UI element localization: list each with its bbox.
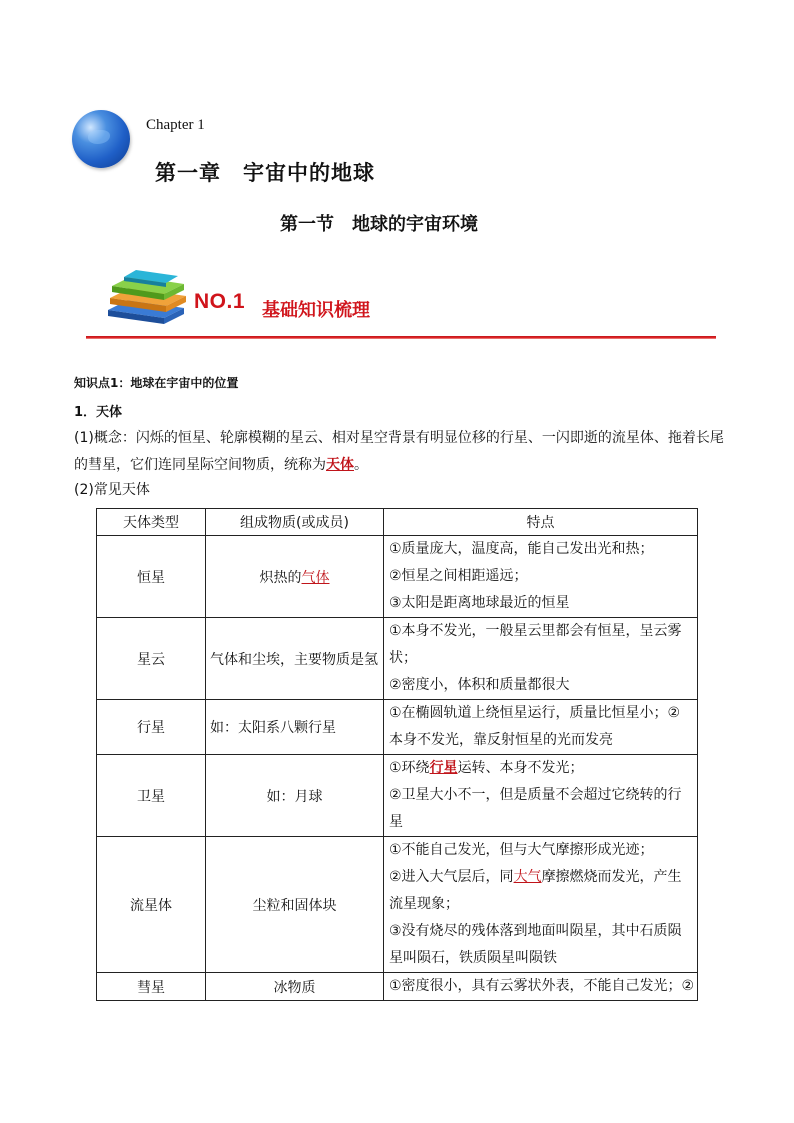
row-features: ①在椭圆轨道上绕恒星运行，质量比恒星小；② 本身不发光，靠反射恒星的光而发亮 — [384, 700, 698, 755]
row-composition: 炽热的气体 — [206, 536, 384, 618]
row-composition: 尘粒和固体块 — [206, 837, 384, 973]
table-row — [97, 700, 698, 755]
section-number: NO.1 — [194, 290, 246, 313]
table-caption: (2)常见天体 — [74, 482, 150, 498]
concept-paragraph: (1)概念：闪烁的恒星、轮廓模糊的星云、相对星空背景有明显位移的行星、一闪即逝的流星体、拖着长尾的彗星，它们连同星际空间物质，统称为天体。 — [74, 430, 724, 473]
header-composition: 组成物质(或成员) — [206, 509, 384, 536]
table-row — [97, 536, 698, 618]
row-type: 卫星 — [97, 755, 206, 837]
table-row — [97, 618, 698, 700]
row-composition: 如：太阳系八颗行星 — [206, 700, 384, 755]
feature-keyword: 行星 — [429, 760, 458, 776]
feature-keyword: 大气 — [513, 869, 542, 885]
row-type: 星云 — [97, 618, 206, 700]
row-type: 恒星 — [97, 536, 206, 618]
chapter-label: Chapter 1 — [146, 117, 205, 133]
header-features: 特点 — [384, 509, 698, 536]
row-type: 流星体 — [97, 837, 206, 973]
row-features: ①密度很小，具有云雾状外表，不能自己发光；② — [384, 973, 698, 1001]
chapter-title: 第一章 宇宙中的地球 — [155, 160, 375, 185]
subsection-title: 1．天体 — [74, 405, 123, 420]
row-features: ①环绕行星运转、本身不发光； ②卫星大小不一，但是质量不会超过它绕转的行 星 — [384, 755, 698, 837]
concept-keyword: 天体 — [326, 457, 354, 473]
header-type: 天体类型 — [97, 509, 206, 536]
composition-keyword: 气体 — [301, 569, 330, 586]
table-row — [97, 973, 698, 1001]
row-type: 彗星 — [97, 973, 206, 1001]
row-features: ①本身不发光，一般星云里都会有恒星，呈云雾 状； ②密度小，体积和质量都很大 — [384, 618, 698, 700]
table-row — [97, 837, 698, 973]
section-title: 第一节 地球的宇宙环境 — [280, 214, 478, 235]
banner-divider — [86, 336, 716, 339]
row-composition: 如：月球 — [206, 755, 384, 837]
table-row — [97, 755, 698, 837]
books-icon — [104, 268, 188, 326]
banner-title: 基础知识梳理 — [262, 300, 370, 321]
table-header-row — [97, 509, 698, 536]
celestial-bodies-table — [96, 508, 698, 1001]
row-composition: 冰物质 — [206, 973, 384, 1001]
row-composition: 气体和尘埃，主要物质是氢 — [206, 618, 384, 700]
knowledge-point-title: 知识点1：地球在宇宙中的位置 — [74, 376, 239, 390]
row-type: 行星 — [97, 700, 206, 755]
globe-icon — [72, 110, 130, 168]
row-features: ①不能自己发光，但与大气摩擦形成光迹； ②进入大气层后，同大气摩擦燃烧而发光，产生 流星现象； ③没有烧尽的残体落到地面叫陨星，其中石质陨 星叫陨石，铁质陨星叫陨铁 — [384, 837, 698, 973]
row-features: ①质量庞大，温度高，能自己发出光和热； ②恒星之间相距遥远； ③太阳是距离地球最近的恒星 — [384, 536, 698, 618]
